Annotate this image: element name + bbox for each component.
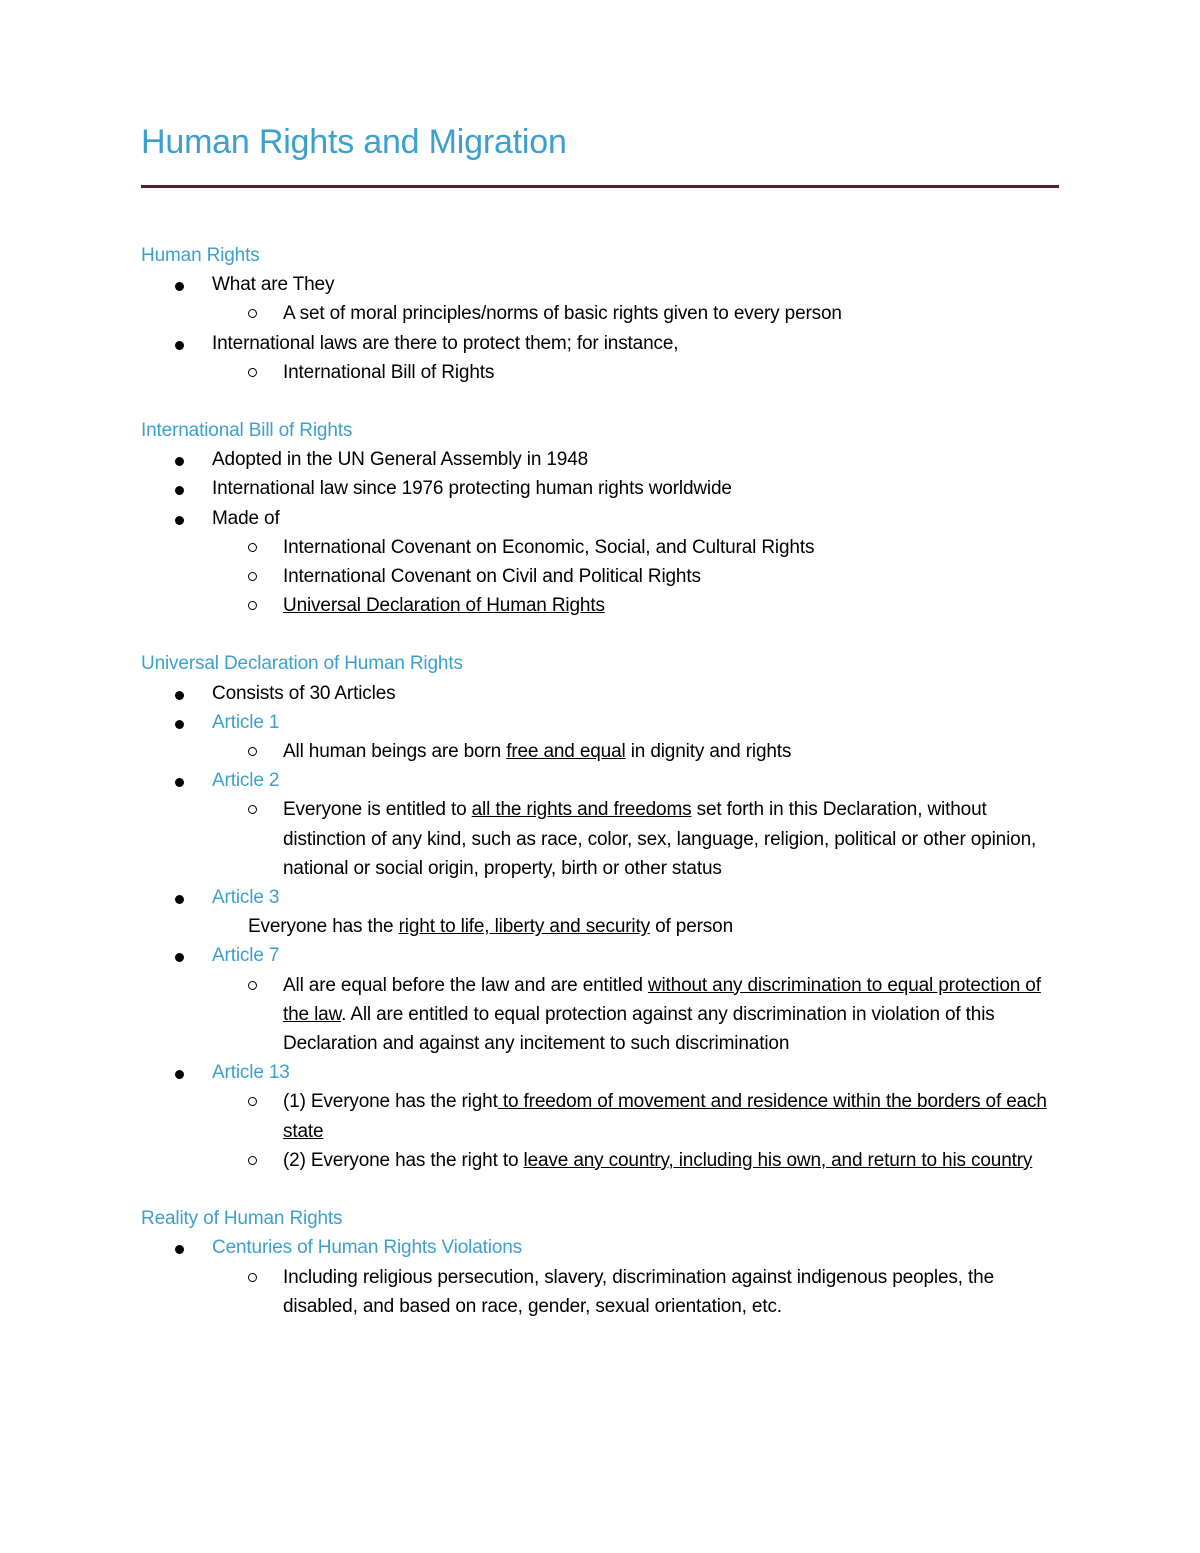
bullet-icon (175, 516, 184, 525)
sub-list (212, 737, 1061, 766)
sub-list-item (212, 1146, 1061, 1175)
bullet-icon (175, 778, 184, 787)
hollow-bullet-icon (248, 368, 257, 377)
section-heading: International Bill of Rights (141, 420, 353, 442)
section-international-bill-of-rights (141, 416, 1061, 620)
article-label: Article 2 (212, 770, 280, 792)
article-label: Article 13 (212, 1062, 290, 1084)
list-item-article-1 (141, 708, 1061, 766)
sub-list (212, 971, 1061, 1059)
underlined-text: right to life, liberty and security (398, 916, 650, 938)
bullet-list (141, 679, 1061, 1175)
sub-list-item (212, 533, 1061, 562)
text-run: All are equal before the law and are entitled (283, 974, 648, 996)
article-label: Article 1 (212, 711, 280, 733)
hollow-bullet-icon (248, 981, 257, 990)
underlined-text: to freedom of movement and residence within the borders of each state (283, 1091, 1047, 1142)
sub-list (212, 299, 1061, 328)
text-run: Everyone has the (248, 916, 399, 938)
list-item-text: Adopted in the UN General Assembly in 1948 (212, 449, 589, 471)
title-divider (141, 185, 1059, 188)
hollow-bullet-icon (248, 1156, 257, 1165)
sub-list-item (212, 358, 1061, 387)
list-item-text: What are They (212, 274, 335, 296)
hollow-bullet-icon (248, 805, 257, 814)
sub-list-item (212, 1263, 1061, 1321)
bullet-icon (175, 341, 184, 350)
sub-list (212, 358, 1061, 387)
sub-list-item (212, 562, 1061, 591)
section-heading: Universal Declaration of Human Rights (141, 653, 463, 675)
text-run: in dignity and rights (625, 741, 792, 763)
bullet-icon (175, 1070, 184, 1079)
sub-list-item (212, 795, 1061, 883)
list-item (141, 1233, 1061, 1321)
sub-list-item-text: Including religious persecution, slavery, discrimination against indigenous peoples, the disabled, and based on race, gender, sexual orientation, etc. (283, 1266, 994, 1317)
sub-list-item-text: International Covenant on Economic, Social, and Cultural Rights (283, 536, 815, 558)
list-item (141, 445, 1061, 474)
sub-list-item (212, 971, 1061, 1059)
bullet-icon (175, 953, 184, 962)
list-item-article-13 (141, 1058, 1061, 1175)
text-run: (2) Everyone has the right to (283, 1149, 524, 1171)
underlined-text: all the rights and freedoms (471, 799, 692, 821)
hollow-bullet-icon (248, 601, 257, 610)
bullet-list (141, 270, 1061, 387)
sub-list-item (212, 591, 1061, 620)
list-item-article-3 (141, 883, 1061, 941)
section-heading: Reality of Human Rights (141, 1208, 343, 1230)
article-label: Article 7 (212, 945, 280, 967)
sub-list-item-text: International Bill of Rights (283, 361, 495, 383)
hollow-bullet-icon (248, 747, 257, 756)
list-item (141, 329, 1061, 387)
list-item-article-7 (141, 941, 1061, 1058)
sub-list (212, 1263, 1061, 1321)
sub-list-item (212, 299, 1061, 328)
list-item-text: Consists of 30 Articles (212, 682, 396, 704)
list-item-text: Made of (212, 507, 280, 529)
text-run: . All are entitled to equal protection against any discrimination in violation of this Declaration and against any incitement to such discrimination (283, 1003, 995, 1055)
article-text (212, 912, 1061, 941)
sub-list-item-text: International Covenant on Civil and Political Rights (283, 566, 701, 588)
sub-list-item (212, 1087, 1061, 1145)
underlined-text: free and equal (506, 741, 626, 763)
bullet-icon (175, 895, 184, 904)
sub-list (212, 1087, 1061, 1175)
text-run: set forth in this Declaration, without distinction of any kind, such as race, color, sex, language, religion, political or other opinion, national or social origin, property, birth or other status (283, 799, 1037, 879)
list-item-text: International laws are there to protect them; for instance, (212, 332, 679, 354)
text-run: of person (649, 916, 733, 938)
bullet-icon (175, 282, 184, 291)
text-run: All human beings are born (283, 741, 507, 763)
bullet-icon (175, 486, 184, 495)
list-item-text: Centuries of Human Rights Violations (212, 1237, 523, 1259)
hollow-bullet-icon (248, 1097, 257, 1106)
list-item (141, 504, 1061, 621)
hollow-bullet-icon (248, 309, 257, 318)
hollow-bullet-icon (248, 1273, 257, 1282)
section-heading: Human Rights (141, 245, 260, 266)
list-item (141, 270, 1061, 328)
hollow-bullet-icon (248, 543, 257, 552)
text-run: (1) Everyone has the right (283, 1091, 498, 1113)
underlined-text: without any discrimination to equal protection of the law (283, 974, 1041, 1025)
list-item (141, 679, 1061, 708)
sub-list (212, 533, 1061, 621)
sub-list (212, 795, 1061, 883)
bullet-list (141, 445, 1061, 620)
bullet-icon (175, 720, 184, 729)
document-title: Human Rights and Migration (141, 123, 567, 161)
text-run: Everyone is entitled to (283, 799, 472, 821)
list-item-text: International law since 1976 protecting human rights worldwide (212, 478, 732, 500)
section-human-rights (141, 241, 1061, 387)
underlined-text: leave any country, including his own, and return to his country (523, 1149, 1033, 1171)
bullet-icon (175, 691, 184, 700)
hollow-bullet-icon (248, 572, 257, 581)
list-item-article-2 (141, 766, 1061, 883)
sub-list-item-text: A set of moral principles/norms of basic rights given to every person (283, 303, 842, 325)
sub-list-item (212, 737, 1061, 766)
section-udhr (141, 649, 1061, 1175)
bullet-list (141, 1233, 1061, 1321)
bullet-icon (175, 1245, 184, 1254)
bullet-icon (175, 457, 184, 466)
sub-list-item-text: Universal Declaration of Human Rights (283, 595, 605, 617)
list-item (141, 474, 1061, 503)
document-body (141, 241, 1061, 1350)
article-label: Article 3 (212, 887, 280, 909)
section-reality-of-human-rights (141, 1204, 1061, 1321)
